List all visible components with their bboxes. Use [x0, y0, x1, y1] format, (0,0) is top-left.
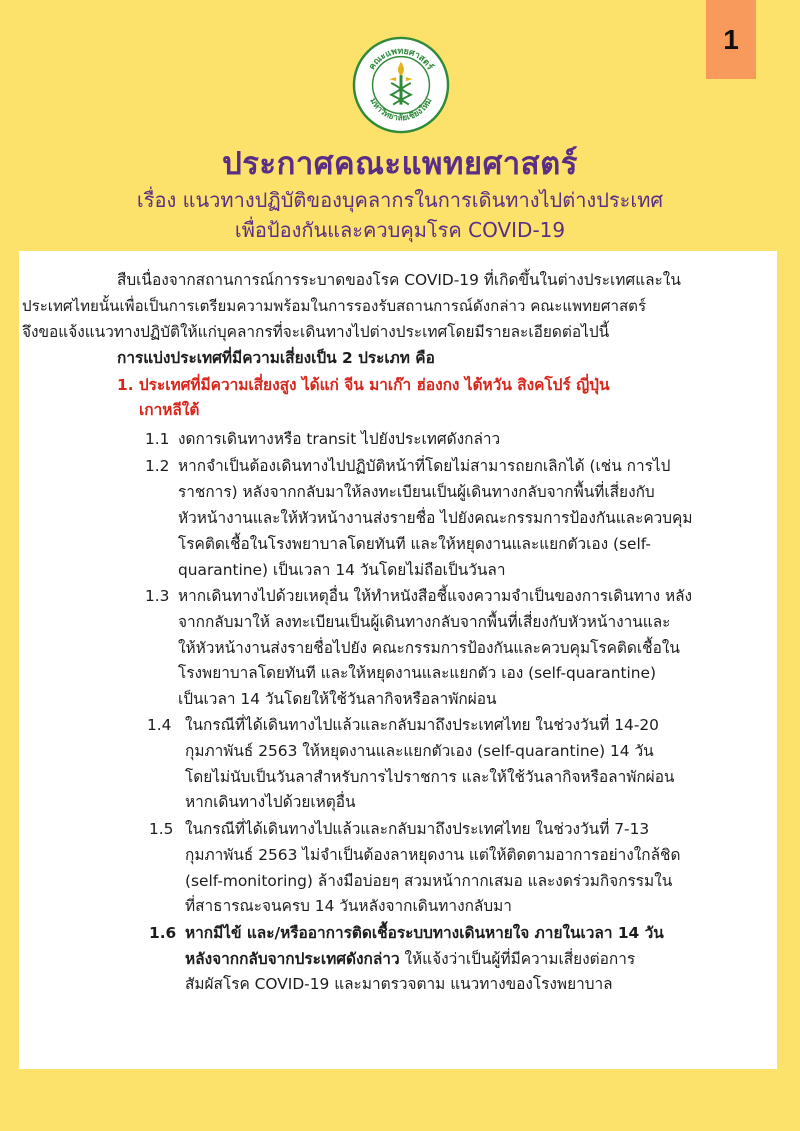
- intro-line-3: จึงขอแจ้งแนวทางปฏิบัติให้แก่บุคลากรที่จะเดินทางไปต่างประเทศโดยมีรายละเอียดต่อไปนี้: [22, 323, 610, 341]
- item-1-2-line-5: quarantine) เป็นเวลา 14 วันโดยไม่ถือเป็นวันลา: [178, 561, 506, 579]
- item-number: 1.1: [145, 430, 170, 448]
- item-1-4-line-2: กุมภาพันธ์ 2563 ให้หยุดงานและแยกตัวเอง (self-quarantine) 14 วัน: [185, 742, 654, 760]
- item-1-3-line-2: จากกลับมาให้ ลงทะเบียนเป็นผู้เดินทางกลับจากพื้นที่เสี่ยงกับหัวหน้างานและ: [178, 613, 671, 631]
- item-1-6-line-2-rest: ให้แจ้งว่าเป็นผู้ที่มีความเสี่ยงต่อการ: [399, 950, 636, 968]
- item-1-6-line-1: หากมีไข้ และ/หรืออาการติดเชื้อระบบทางเดินหายใจ ภายในเวลา 14 วัน: [185, 924, 664, 942]
- announcement-subject: เรื่อง แนวทางปฏิบัติของบุคลากรในการเดินทางไปต่างประเทศ: [136, 188, 664, 212]
- item-1-6-line-2: [185, 949, 635, 969]
- item-1-4-line-3: โดยไม่นับเป็นวันลาสำหรับการไปราชการ และให้ใช้วันลากิจหรือลาพักผ่อน: [185, 768, 675, 786]
- intro-line-2: ประเทศไทยนั้นเพื่อเป็นการเตรียมความพร้อมในการรองรับสถานการณ์ดังกล่าว คณะแพทยศาสตร์: [22, 297, 647, 315]
- item-1-2-line-3: หัวหน้างานและให้หัวหน้างานส่งรายชื่อ ไปยังคณะกรรมการป้องกันและควบคุม: [178, 509, 693, 527]
- item-1-6-line-3: สัมผัสโรค COVID-19 และมาตรวจตาม แนวทางของโรงพยาบาล: [185, 975, 613, 993]
- announcement-title: ประกาศคณะแพทยศาสตร์: [222, 146, 578, 182]
- item-number: 1.5: [149, 820, 174, 838]
- item-1-2-line-4: โรคติดเชื้อในโรงพยาบาลโดยทันที และให้หยุดงานและแยกตัวเอง (self-: [178, 535, 651, 553]
- item-1-6-bold-phrase: หลังจากกลับจากประเทศดังกล่าว: [185, 950, 400, 968]
- page-number: 1: [723, 23, 739, 55]
- item-1-3-line-4: โรงพยาบาลโดยทันที และให้หยุดงานและแยกตัว เอง (self-quarantine): [178, 664, 657, 682]
- intro-line-1: สืบเนื่องจากสถานการณ์การระบาดของโรค COVID-19 ที่เกิดขึ้นในต่างประเทศและใน: [117, 271, 681, 289]
- item-1-5-line-1: ในกรณีที่ได้เดินทางไปแล้วและกลับมาถึงประเทศไทย ในช่วงวันที่ 7-13: [185, 820, 650, 838]
- announcement-purpose: เพื่อป้องกันและควบคุมโรค COVID-19: [234, 218, 566, 242]
- item-1-2-line-1: หากจำเป็นต้องเดินทางไปปฏิบัติหน้าที่โดยไม่สามารถยกเลิกได้ (เช่น การไป: [178, 457, 671, 475]
- item-1-4-line-4: หากเดินทางไปด้วยเหตุอื่น: [185, 793, 356, 811]
- item-1-1-line-1: งดการเดินทางหรือ transit ไปยังประเทศดังกล่าว: [178, 430, 501, 448]
- category-heading: การแบ่งประเทศที่มีความเสี่ยงเป็น 2 ประเภท คือ: [117, 349, 435, 367]
- item-number: 1.2: [145, 457, 170, 475]
- high-risk-line-1: 1. ประเทศที่มีความเสี่ยงสูง ได้แก่ จีน มาเก๊า ฮ่องกง ไต้หวัน สิงคโปร์ ญี่ปุ่น: [117, 376, 610, 394]
- item-number: 1.6: [149, 924, 177, 942]
- item-1-5-line-4: ที่สาธารณะจนครบ 14 วันหลังจากเดินทางกลับมา: [185, 897, 512, 915]
- item-1-5-line-2: กุมภาพันธ์ 2563 ไม่จำเป็นต้องลาหยุดงาน แต่ให้ติดตามอาการอย่างใกล้ชิด: [185, 846, 681, 864]
- item-1-3-line-5: เป็นเวลา 14 วันโดยให้ใช้วันลากิจหรือลาพักผ่อน: [178, 690, 497, 708]
- page-number-badge: [706, 0, 756, 79]
- item-number: 1.3: [145, 587, 170, 605]
- seal-text-bottom: มหาวิทยาลัยเชียงใหม่: [368, 96, 434, 123]
- seal-text-top: คณะแพทยศาสตร์: [367, 46, 435, 72]
- item-1-5-line-3: (self-monitoring) ล้างมือบ่อยๆ สวมหน้ากากเสมอ และงดร่วมกิจกรรมใน: [185, 872, 673, 890]
- item-number: 1.4: [147, 716, 172, 734]
- high-risk-line-2: เกาหลีใต้: [139, 401, 200, 419]
- item-1-4-line-1: ในกรณีที่ได้เดินทางไปแล้วและกลับมาถึงประเทศไทย ในช่วงวันที่ 14-20: [185, 716, 659, 734]
- item-1-3-line-3: ให้หัวหน้างานส่งรายชื่อไปยัง คณะกรรมการป้องกันและควบคุมโรคติดเชื้อใน: [178, 639, 680, 657]
- medical-faculty-seal-icon: [352, 36, 450, 134]
- item-1-2-line-2: ราชการ) หลังจากกลับมาให้ลงทะเบียนเป็นผู้เดินทางกลับจากพื้นที่เสี่ยงกับ: [178, 483, 655, 501]
- content-panel: [19, 251, 777, 1069]
- item-1-3-line-1: หากเดินทางไปด้วยเหตุอื่น ให้ทำหนังสือชี้แจงความจำเป็นของการเดินทาง หลัง: [178, 587, 693, 605]
